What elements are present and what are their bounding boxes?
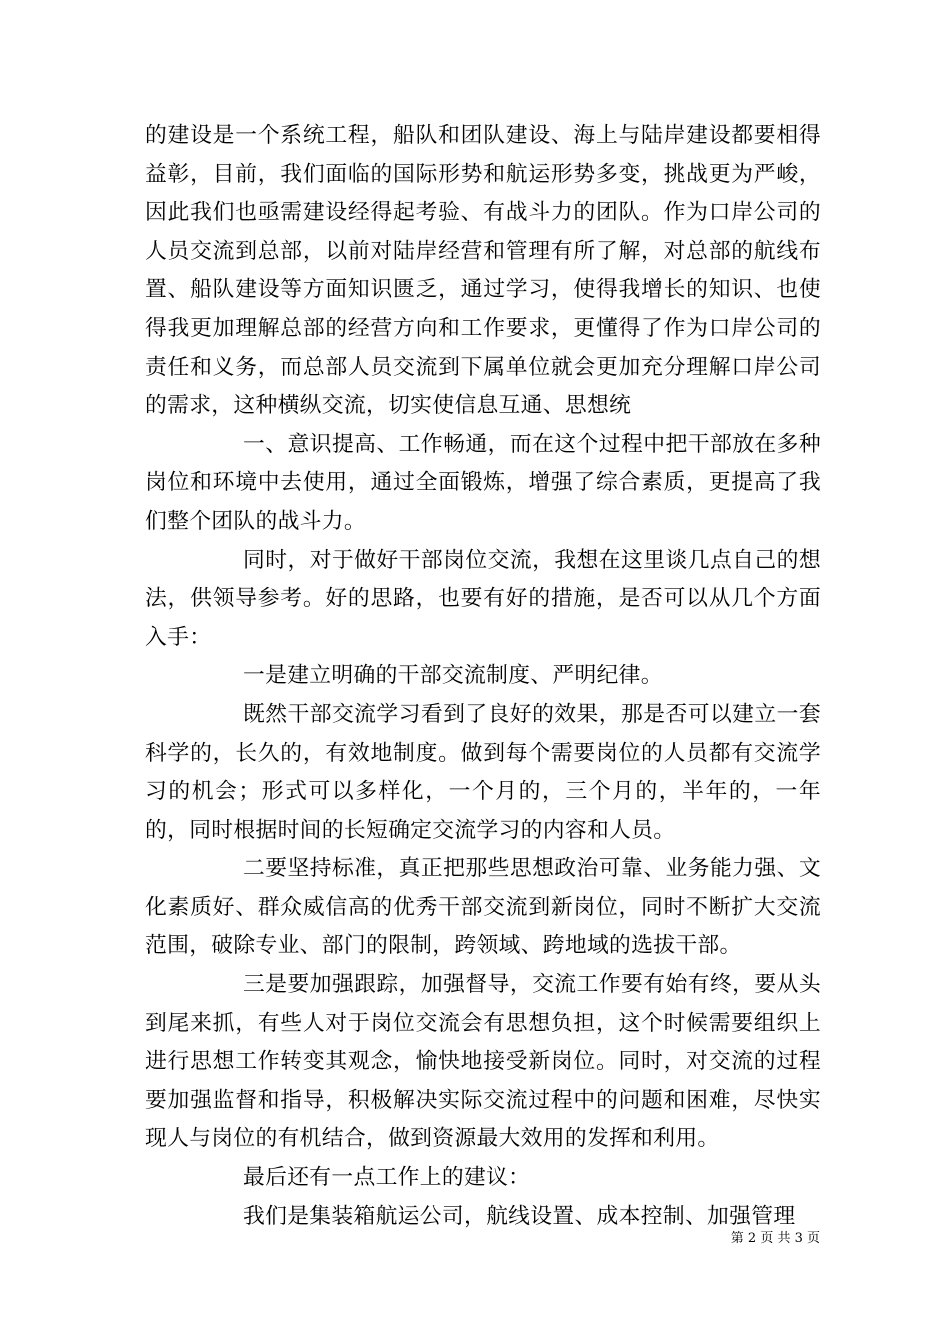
paragraph-3: 同时，对于做好干部岗位交流，我想在这里谈几点自己的想法，供领导参考。好的思路，也要有好的措施，是否可以从几个方面入手： xyxy=(145,547,821,650)
paragraph-6: 二要坚持标准，真正把那些思想政治可靠、业务能力强、文化素质好、群众威信高的优秀干部交流到新岗位，同时不断扩大交流范围，破除专业、部门的限制，跨领域、跨地域的选拔干部。 xyxy=(145,856,821,959)
paragraph-9: 我们是集装箱航运公司，航线设置、成本控制、加强管理 xyxy=(243,1203,796,1229)
paragraph-7: 三是要加强跟踪，加强督导，交流工作要有始有终，要从头到尾来抓，有些人对于岗位交流会有思想负担，这个时候需要组织上进行思想工作转变其观念，愉快地接受新岗位。同时，对交流的过程要加强监督和指导，积极解决实际交流过程中的问题和困难，尽快实现人与岗位的有机结合，做到资源最大效用的发挥和利用。 xyxy=(145,972,821,1152)
page-number: 第 2 页 共 3 页 xyxy=(730,1231,820,1246)
paragraph-1: 的建设是一个系统工程，船队和团队建设、海上与陆岸建设都要相得益彰，目前，我们面临的国际形势和航运形势多变，挑战更为严峻，因此我们也亟需建设经得起考验、有战斗力的团队。作为口岸公司的人员交流到总部，以前对陆岸经营和管理有所了解，对总部的航线布置、船队建设等方面知识匮乏，通过学习，使得我增长的知识、也使得我更加理解总部的经营方向和工作要求，更懂得了作为口岸公司的责任和义务，而总部人员交流到下属单位就会更加充分理解口岸公司的需求，这种横纵交流，切实使信息互通、思想统 xyxy=(145,123,821,419)
paragraph-5: 既然干部交流学习看到了良好的效果，那是否可以建立一套科学的，长久的，有效地制度。做到每个需要岗位的人员都有交流学习的机会；形式可以多样化，一个月的，三个月的，半年的，一年的，同时根据时间的长短确定交流学习的内容和人员。 xyxy=(145,701,821,843)
paragraph-2: 一、意识提高、工作畅通，而在这个过程中把干部放在多种岗位和环境中去使用，通过全面锻炼，增强了综合素质，更提高了我们整个团队的战斗力。 xyxy=(145,431,821,534)
paragraph-4: 一是建立明确的干部交流制度、严明纪律。 xyxy=(243,663,663,689)
document-body xyxy=(145,117,821,1236)
paragraph-8: 最后还有一点工作上的建议： xyxy=(243,1165,531,1191)
